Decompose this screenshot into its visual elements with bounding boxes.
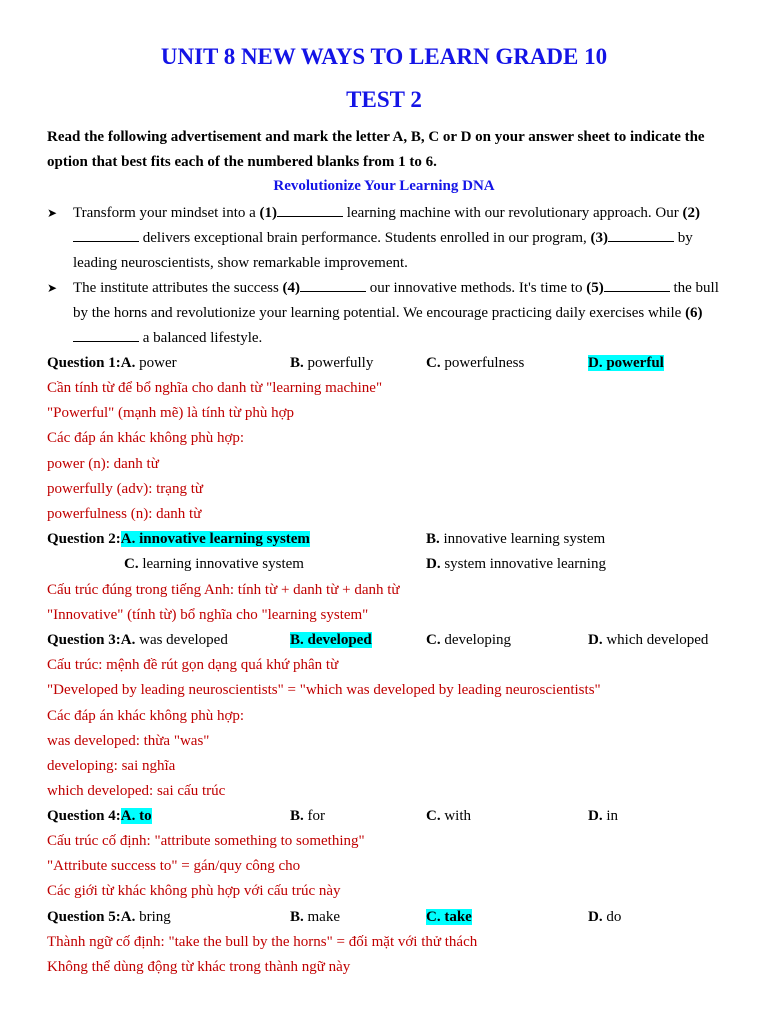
option-a-correct[interactable] bbox=[47, 529, 310, 549]
option-text: was developed bbox=[135, 632, 228, 648]
option-letter: B. bbox=[426, 531, 440, 547]
document-title: UNIT 8 NEW WAYS TO LEARN GRADE 10 bbox=[160, 44, 608, 69]
correct-answer: B. developed bbox=[290, 632, 372, 648]
option-a[interactable] bbox=[47, 353, 177, 373]
explanation-line: developing: sai nghĩa bbox=[47, 758, 176, 774]
blank-3 bbox=[608, 228, 674, 242]
explanation-line: "Powerful" (mạnh mẽ) là tính từ phù hợp bbox=[47, 405, 295, 421]
option-letter: C. bbox=[426, 355, 441, 371]
option-d[interactable] bbox=[588, 907, 621, 927]
option-letter: B. bbox=[290, 355, 304, 371]
option-letter: C. bbox=[124, 556, 139, 572]
option-letter: B. bbox=[290, 808, 304, 824]
passage-text-2 bbox=[73, 276, 727, 351]
blank-1 bbox=[277, 203, 343, 217]
option-a[interactable] bbox=[47, 630, 228, 650]
blank-label: (2) bbox=[682, 205, 701, 221]
option-letter: D. bbox=[426, 556, 441, 572]
correct-answer: A. to bbox=[120, 808, 152, 824]
passage-bullet-2 bbox=[47, 276, 727, 351]
explanation-line: powerfully (adv): trạng từ bbox=[47, 481, 203, 497]
option-text: power bbox=[135, 355, 177, 371]
passage-text: our innovative methods. It's time to bbox=[366, 280, 587, 296]
passage-text: The institute attributes the success bbox=[73, 280, 283, 296]
question-5 bbox=[47, 907, 727, 932]
blank-label: (1) bbox=[259, 205, 278, 221]
passage-text: the bull by the horns and revolutionize your learning potential. We encourage practicing daily exercises while bbox=[73, 280, 719, 321]
question-2 bbox=[47, 529, 727, 554]
option-letter: D. bbox=[588, 909, 603, 925]
blank-label: (6) bbox=[685, 305, 703, 321]
option-letter: A. bbox=[120, 632, 136, 648]
option-text: developing bbox=[440, 632, 511, 648]
option-letter: A. bbox=[120, 909, 136, 925]
option-text: in bbox=[602, 808, 619, 824]
option-letter: C. bbox=[426, 808, 441, 824]
correct-answer: A. innovative learning system bbox=[120, 531, 310, 547]
explanation-line: Cấu trúc cố định: "attribute something to something" bbox=[47, 833, 365, 849]
explanation-line: Các giới từ khác không phù hợp với cấu trúc này bbox=[47, 883, 341, 899]
explanation-line: "Innovative" (tính từ) bổ nghĩa cho "learning system" bbox=[47, 607, 369, 623]
option-d-correct[interactable] bbox=[588, 353, 664, 373]
option-letter: B. bbox=[290, 909, 304, 925]
explanation-line: powerfulness (n): danh từ bbox=[47, 506, 202, 522]
option-letter: C. bbox=[426, 632, 441, 648]
option-text: powerfulness bbox=[440, 355, 525, 371]
option-b[interactable] bbox=[290, 907, 340, 927]
option-c[interactable] bbox=[426, 630, 511, 650]
option-c-correct[interactable] bbox=[426, 907, 472, 927]
passage-bullet-1 bbox=[47, 201, 727, 276]
option-letter: A. bbox=[120, 355, 136, 371]
blank-label: (4) bbox=[282, 280, 301, 296]
option-b[interactable] bbox=[426, 529, 605, 549]
option-d[interactable] bbox=[588, 630, 708, 650]
explanation-line: which developed: sai cấu trúc bbox=[47, 783, 226, 799]
question-1 bbox=[47, 353, 727, 378]
blank-2 bbox=[73, 228, 139, 242]
arrow-bullet-icon: ➤ bbox=[47, 206, 58, 220]
option-text: with bbox=[440, 808, 472, 824]
question-2-row-2 bbox=[47, 554, 727, 579]
option-b[interactable] bbox=[290, 353, 373, 373]
question-3 bbox=[47, 630, 727, 655]
correct-answer: C. take bbox=[426, 909, 472, 925]
explanation-line: Các đáp án khác không phù hợp: bbox=[47, 430, 245, 446]
option-d[interactable] bbox=[588, 806, 618, 826]
instructions: Read the following advertisement and mark the letter A, B, C or D on your answer sheet to indicate the option that best fits each of the numbered blanks from 1 to 6. bbox=[47, 129, 705, 170]
option-text: for bbox=[303, 808, 326, 824]
arrow-bullet-icon: ➤ bbox=[47, 281, 58, 295]
option-text: learning innovative system bbox=[138, 556, 304, 572]
question-label: Question 2: bbox=[47, 531, 121, 547]
explanation-line: "Attribute success to" = gán/quy công cho bbox=[47, 858, 301, 874]
option-b[interactable] bbox=[290, 806, 325, 826]
blank-4 bbox=[300, 278, 366, 292]
option-text: bring bbox=[135, 909, 171, 925]
explanation-line: Các đáp án khác không phù hợp: bbox=[47, 708, 245, 724]
explanation-line: Không thể dùng động từ khác trong thành ngữ này bbox=[47, 959, 351, 975]
passage-text: delivers exceptional brain performance. Students enrolled in our program, bbox=[139, 230, 591, 246]
option-a[interactable] bbox=[47, 907, 171, 927]
option-letter: D. bbox=[588, 808, 603, 824]
option-text: do bbox=[602, 909, 622, 925]
option-text: powerfully bbox=[303, 355, 374, 371]
question-label: Question 4: bbox=[47, 808, 121, 824]
blank-label: (3) bbox=[590, 230, 609, 246]
option-text: make bbox=[303, 909, 340, 925]
explanation-line: Cần tính từ để bổ nghĩa cho danh từ "learning machine" bbox=[47, 380, 383, 396]
passage-text-1 bbox=[73, 201, 727, 276]
option-letter: D. bbox=[588, 632, 603, 648]
blank-5 bbox=[604, 278, 670, 292]
option-d[interactable] bbox=[426, 554, 606, 574]
explanation-line: Thành ngữ cố định: "take the bull by the horns" = đối mặt với thử thách bbox=[47, 934, 478, 950]
question-label: Question 5: bbox=[47, 909, 121, 925]
question-4 bbox=[47, 806, 727, 831]
advertisement-title: Revolutionize Your Learning DNA bbox=[273, 178, 495, 194]
blank-6 bbox=[73, 328, 139, 342]
option-text: which developed bbox=[602, 632, 709, 648]
correct-answer: D. powerful bbox=[588, 355, 664, 371]
option-text: innovative learning system bbox=[439, 531, 606, 547]
test-number: TEST 2 bbox=[346, 87, 422, 112]
passage-text: by leading neuroscientists, show remarkable improvement. bbox=[73, 230, 693, 271]
option-c[interactable] bbox=[426, 806, 471, 826]
option-c[interactable] bbox=[426, 353, 524, 373]
passage-text: learning machine with our revolutionary approach. Our bbox=[343, 205, 683, 221]
option-text: system innovative learning bbox=[440, 556, 606, 572]
passage-text: Transform your mindset into a bbox=[73, 205, 260, 221]
explanation-line: was developed: thừa "was" bbox=[47, 733, 210, 749]
option-a-correct[interactable] bbox=[47, 806, 152, 826]
option-c[interactable] bbox=[124, 554, 304, 574]
blank-label: (5) bbox=[586, 280, 604, 296]
explanation-line: "Developed by leading neuroscientists" = "which was developed by leading neuroscientists" bbox=[47, 682, 601, 698]
explanation-line: Cấu trúc: mệnh đề rút gọn dạng quá khứ phân từ bbox=[47, 657, 339, 673]
question-label: Question 1: bbox=[47, 355, 121, 371]
explanation-line: power (n): danh từ bbox=[47, 456, 159, 472]
option-b-correct[interactable] bbox=[290, 630, 372, 650]
question-label: Question 3: bbox=[47, 632, 121, 648]
explanation-line: Cấu trúc đúng trong tiếng Anh: tính từ + danh từ + danh từ bbox=[47, 582, 400, 598]
passage-text: a balanced lifestyle. bbox=[139, 330, 263, 346]
